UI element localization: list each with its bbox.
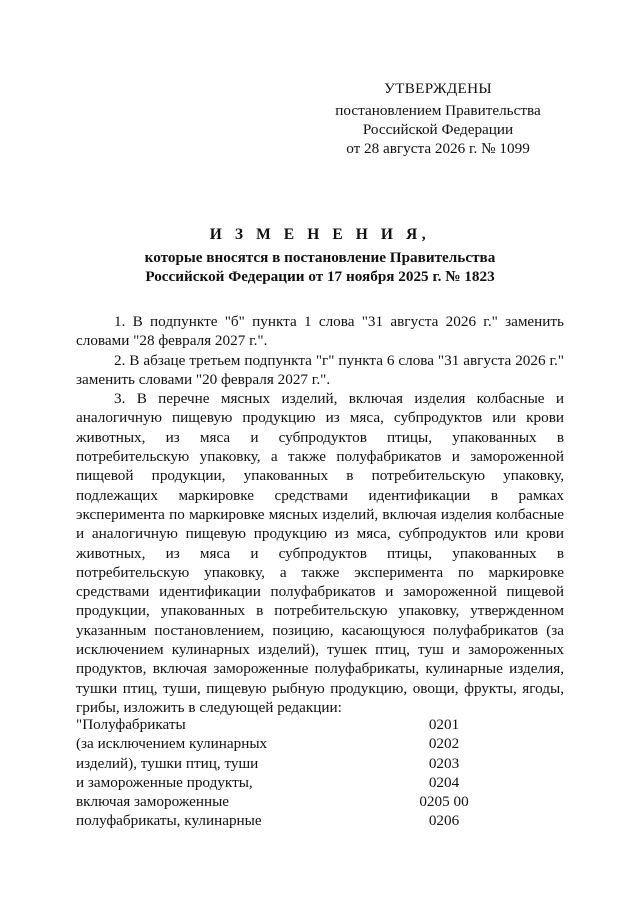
approval-line: Российской Федерации (362, 121, 514, 138)
code-row-name: включая замороженные (76, 793, 230, 811)
subtitle-line: которые вносятся в постановление Правительства (144, 249, 496, 266)
code-row (76, 811, 564, 830)
code-row (76, 792, 564, 811)
approval-date-number: от 28 августа 2026 г. № 1099 (346, 140, 530, 157)
code-row (76, 734, 564, 753)
approval-block (300, 79, 576, 158)
approval-line: постановлением Правительства (335, 102, 541, 119)
code-list (76, 715, 564, 831)
code-row-name: "Полуфабрикаты (76, 716, 186, 733)
code-row (76, 715, 564, 734)
code-row-name: и замороженные продукты, (76, 773, 253, 791)
document-body (76, 312, 564, 717)
code-row (76, 754, 564, 773)
paragraph: 3. В перечне мясных изделий, включая изделия колбасные и аналогичную пищевую продукцию из мяса, субпродуктов или крови животных, из мяса и субпродуктов птицы, упакованных в потребительскую упаковку, а также полуфабрикатов и замороженной пищевой продукции, упакованных в потребительскую упаковку, подлежащих маркировке средствами идентификации в рамках эксперимента по маркировке мясных изделий, включая изделия колбасные и аналогичную пищевую продукцию из мяса, субпродуктов или крови животных, из мяса и субпродуктов птицы, упакованных в потребительскую упаковку, а также эксперимента по маркировке средствами идентификации полуфабрикатов и замороженной пищевой продукции, упакованных в потребительскую упаковку, утвержденном указанным постановлением, позицию, касающуюся полуфабрикатов (за исключением кулинарных изделий), тушек птиц, туш и замороженных продуктов, включая замороженные полуфабрикаты, кулинарные изделия, тушки птиц, туши, пищевую рыбную продукцию, овощи, фрукты, ягоды, грибы, изложить в следующей редакции: (76, 390, 564, 716)
code-row (76, 773, 564, 792)
code-row-code: 0203 (428, 754, 460, 772)
code-row-code: 0201 (428, 716, 460, 733)
code-row-code: 0206 (428, 812, 460, 830)
subtitle-line: Российской Федерации от 17 ноября 2025 г. № 1823 (145, 268, 495, 285)
paragraph: 2. В абзаце третьем подпункта "г" пункта 6 слова "31 августа 2026 г." заменить словами "20 февраля 2027 г.". (76, 351, 564, 388)
code-row-code: 0205 00 (419, 793, 469, 811)
approval-title: УТВЕРЖДЕНЫ (384, 80, 492, 97)
code-row-name: (за исключением кулинарных (76, 735, 268, 753)
code-row-name: полуфабрикаты, кулинарные (76, 812, 262, 830)
document-subtitle (76, 248, 564, 286)
code-row-name: изделий), тушки птиц, туши (76, 754, 259, 772)
code-row-code: 0204 (428, 773, 460, 791)
document-title: И З М Е Н Е Н И Я, (209, 226, 431, 243)
paragraph: 1. В подпункте "б" пункта 1 слова "31 августа 2026 г." заменить словами "28 февраля 2027 г.". (76, 313, 564, 350)
code-row-code: 0202 (428, 735, 460, 753)
